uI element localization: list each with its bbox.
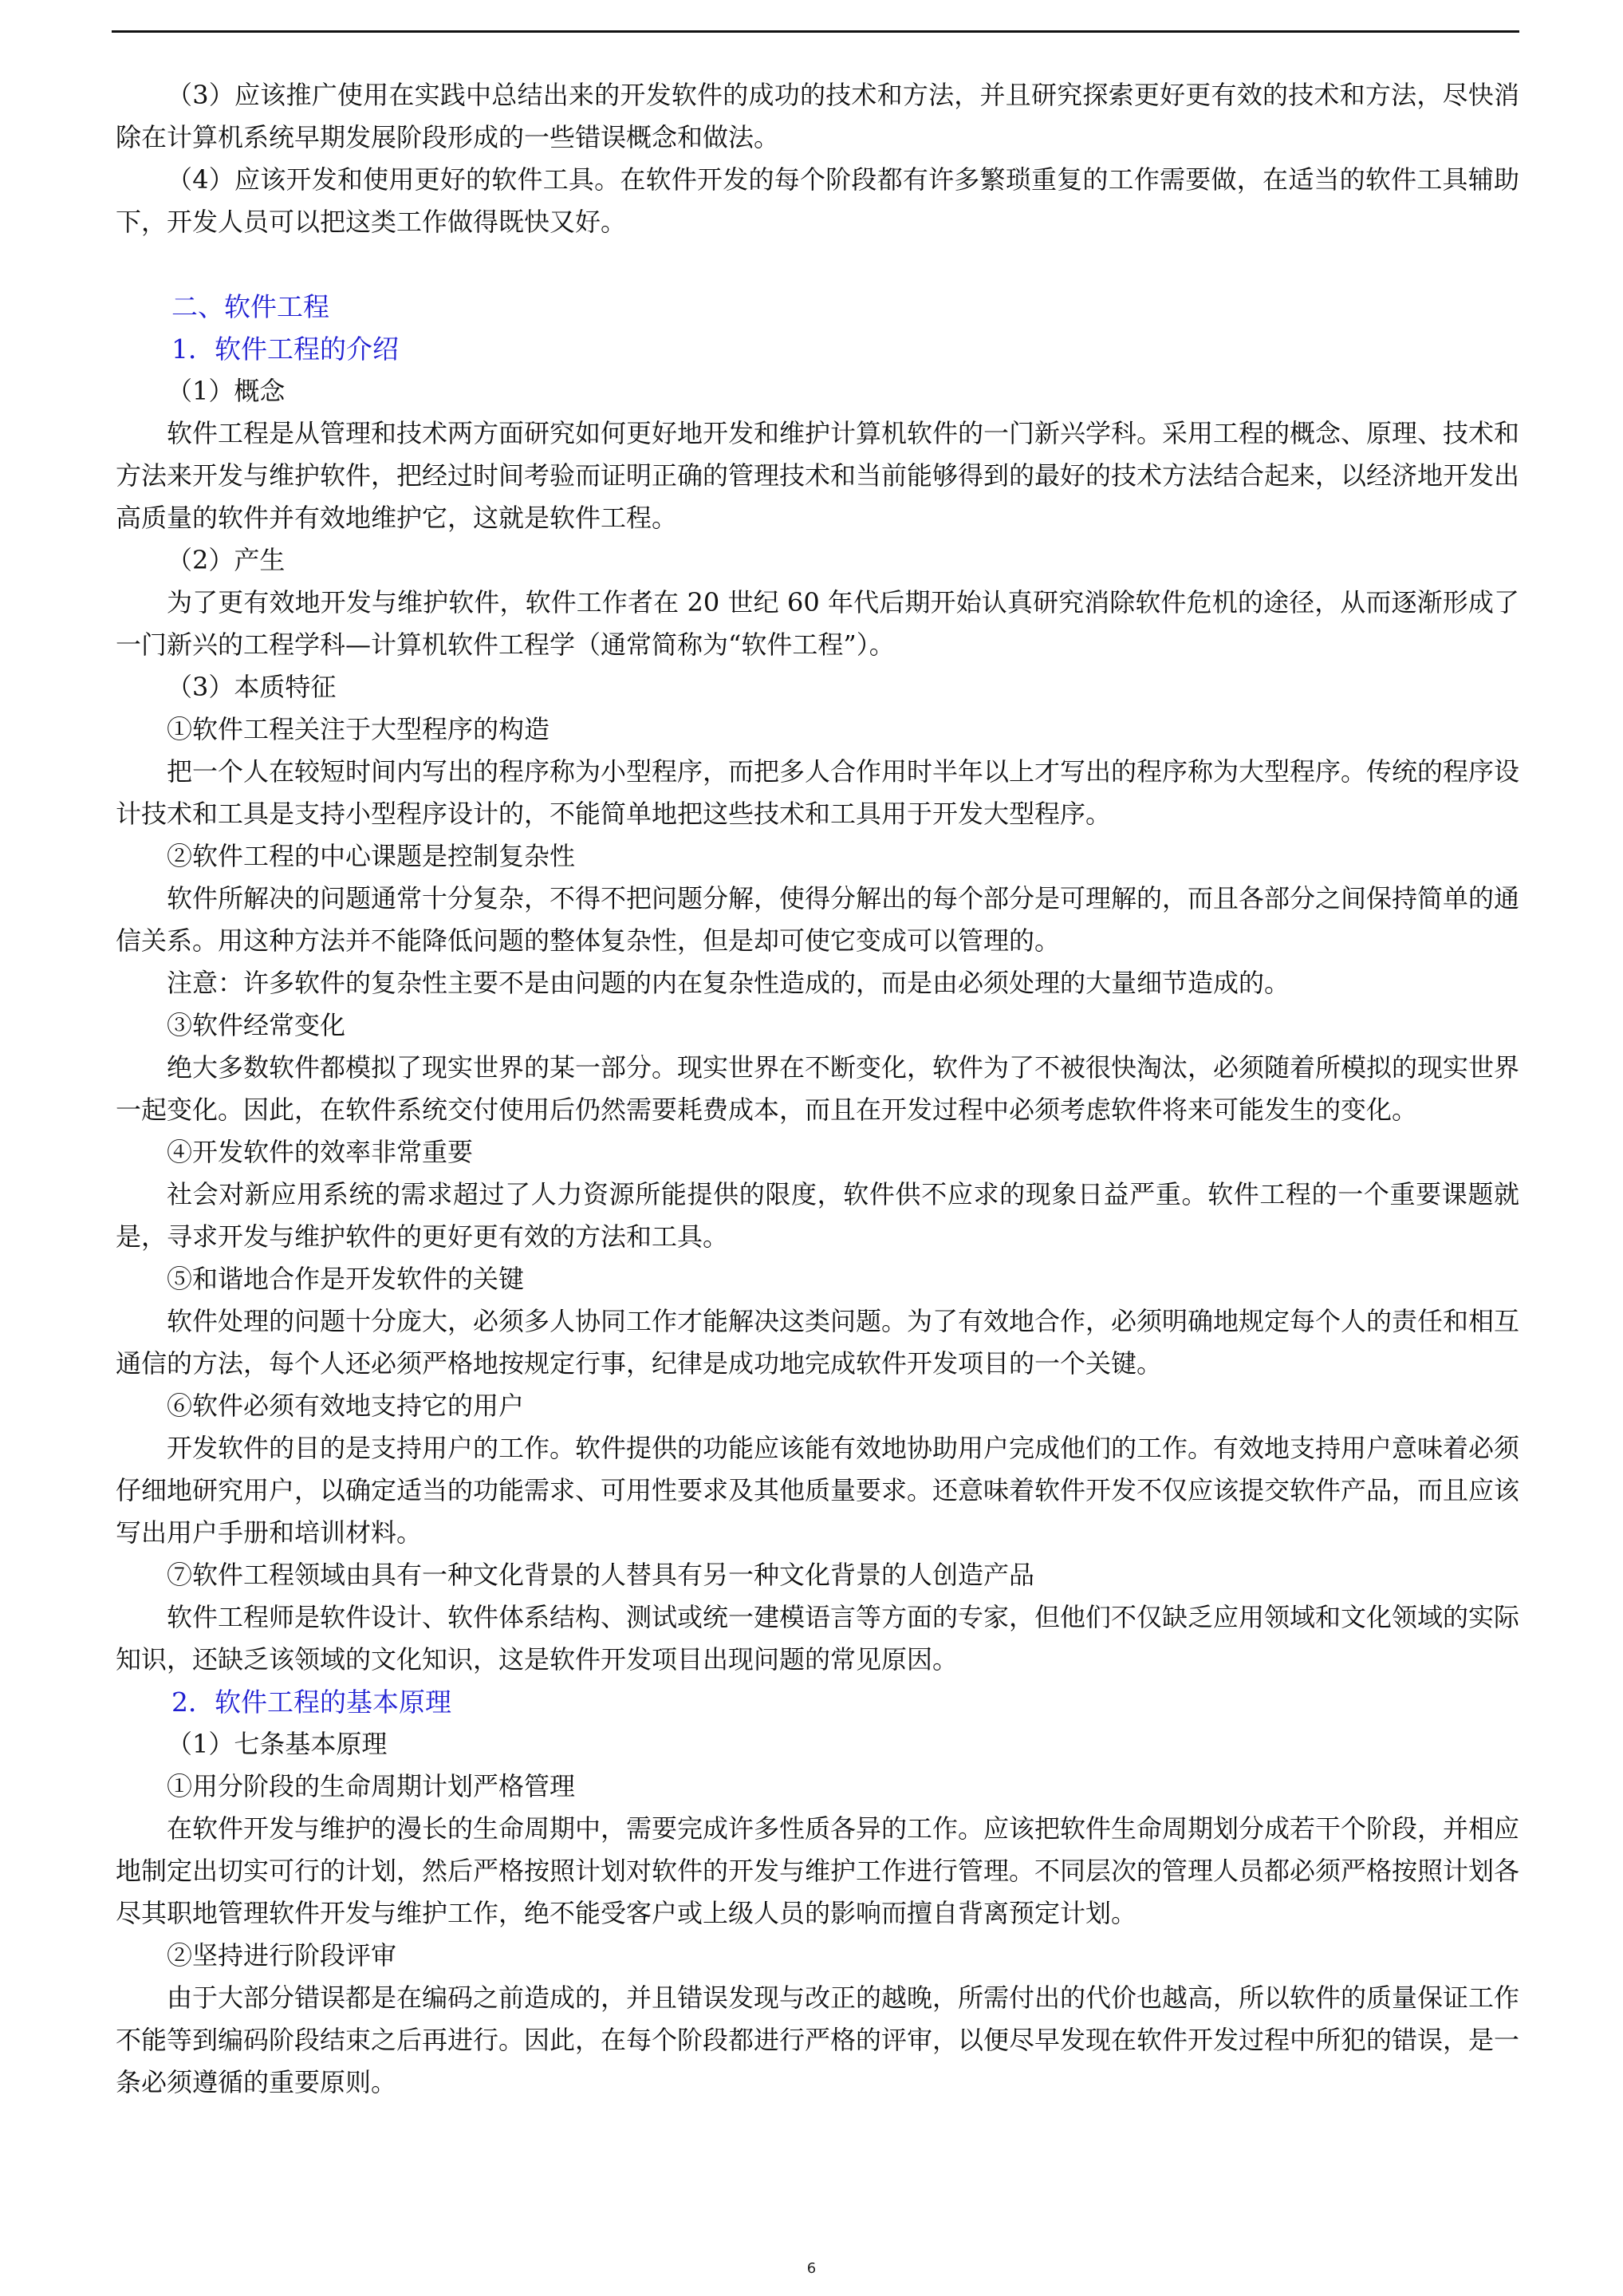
page-number: 6 [806, 2260, 817, 2277]
paragraph: ①软件工程关注于大型程序的构造 [167, 714, 550, 744]
paragraph: ②坚持进行阶段评审 [167, 1940, 397, 1971]
section-heading: 1．软件工程的介绍 [171, 333, 399, 365]
paragraph: （1）概念 [167, 376, 286, 406]
paragraph: （1）七条基本原理 [167, 1729, 388, 1759]
section-gap [116, 243, 1519, 286]
paragraph: ⑥软件必须有效地支持它的用户 [167, 1391, 525, 1421]
paragraph: ①用分阶段的生命周期计划严格管理 [167, 1771, 576, 1801]
paragraph: （2）产生 [167, 545, 286, 575]
section-heading: 二、软件工程 [171, 291, 329, 322]
paragraph: 把一个人在较短时间内写出的程序称为小型程序，而把多人合作用时半年以上才写出的程序称为大型程序。传统的程序设计技术和工具是支持小型程序设计的，不能简单地把这些技术和工具用于开发大型程序。 [116, 756, 1520, 829]
section-heading: 2．软件工程的基本原理 [171, 1686, 451, 1718]
paragraph: 在软件开发与维护的漫长的生命周期中，需要完成许多性质各异的工作。应该把软件生命周期划分成若干个阶段，并相应地制定出切实可行的计划，然后严格按照计划对软件的开发与维护工作进行管理。不同层次的管理人员都必须严格按照计划各尽其职地管理软件开发与维护工作，绝不能受客户或上级人员的影响而擅自背离预定计划。 [116, 1813, 1520, 1928]
paragraph: （3）应该推广使用在实践中总结出来的开发软件的成功的技术和方法，并且研究探索更好更有效的技术和方法，尽快消除在计算机系统早期发展阶段形成的一些错误概念和做法。 [116, 80, 1519, 152]
paragraph: 由于大部分错误都是在编码之前造成的，并且错误发现与改正的越晚，所需付出的代价也越高，所以软件的质量保证工作不能等到编码阶段结束之后再进行。因此，在每个阶段都进行严格的评审，以便尽早发现在软件开发过程中所犯的错误，是一条必须遵循的重要原则。 [116, 1982, 1520, 2097]
paragraph: 软件工程是从管理和技术两方面研究如何更好地开发和维护计算机软件的一门新兴学科。采用工程的概念、原理、技术和方法来开发与维护软件，把经过时间考验而证明正确的管理技术和当前能够得到的最好的技术方法结合起来，以经济地开发出高质量的软件并有效地维护它，这就是软件工程。 [116, 418, 1520, 533]
header-rule [112, 30, 1519, 33]
paragraph: 软件处理的问题十分庞大，必须多人协同工作才能解决这类问题。为了有效地合作，必须明确地规定每个人的责任和相互通信的方法，每个人还必须严格地按规定行事，纪律是成功地完成软件开发项目的一个关键。 [116, 1306, 1520, 1379]
paragraph: ④开发软件的效率非常重要 [167, 1137, 474, 1167]
paragraph: ③软件经常变化 [167, 1010, 346, 1040]
paragraph: 软件工程师是软件设计、软件体系结构、测试或统一建模语言等方面的专家，但他们不仅缺乏应用领域和文化领域的实际知识，还缺乏该领域的文化知识，这是软件开发项目出现问题的常见原因。 [116, 1602, 1520, 1675]
paragraph: 软件所解决的问题通常十分复杂，不得不把问题分解，使得分解出的每个部分是可理解的，而且各部分之间保持简单的通信关系。用这种方法并不能降低问题的整体复杂性，但是却可使它变成可以管理的。 [116, 883, 1520, 956]
paragraph: 绝大多数软件都模拟了现实世界的某一部分。现实世界在不断变化，软件为了不被很快淘汰，必须随着所模拟的现实世界一起变化。因此，在软件系统交付使用后仍然需要耗费成本，而且在开发过程中必须考虑软件将来可能发生的变化。 [116, 1052, 1520, 1125]
paragraph: ⑤和谐地合作是开发软件的关键 [167, 1264, 525, 1294]
paragraph: 社会对新应用系统的需求超过了人力资源所能提供的限度，软件供不应求的现象日益严重。软件工程的一个重要课题就是，寻求开发与维护软件的更好更有效的方法和工具。 [116, 1179, 1519, 1252]
paragraph: ②软件工程的中心课题是控制复杂性 [167, 841, 576, 871]
document-body [116, 74, 1519, 2104]
paragraph: 开发软件的目的是支持用户的工作。软件提供的功能应该能有效地协助用户完成他们的工作。有效地支持用户意味着必须仔细地研究用户，以确定适当的功能需求、可用性要求及其他质量要求。还意味着软件开发不仅应该提交软件产品，而且应该写出用户手册和培训材料。 [116, 1433, 1520, 1548]
paragraph: （4）应该开发和使用更好的软件工具。在软件开发的每个阶段都有许多繁琐重复的工作需要做，在适当的软件工具辅助下，开发人员可以把这类工作做得既快又好。 [116, 164, 1519, 237]
paragraph: 为了更有效地开发与维护软件，软件工作者在 20 世纪 60 年代后期开始认真研究消除软件危机的途径，从而逐渐形成了一门新兴的工程学科—计算机软件工程学（通常简称为“软件工程”）。 [116, 587, 1519, 660]
paragraph: ⑦软件工程领域由具有一种文化背景的人替具有另一种文化背景的人创造产品 [167, 1560, 1035, 1590]
paragraph: （3）本质特征 [167, 672, 337, 702]
paragraph: 注意：许多软件的复杂性主要不是由问题的内在复杂性造成的，而是由必须处理的大量细节造成的。 [167, 968, 1290, 998]
